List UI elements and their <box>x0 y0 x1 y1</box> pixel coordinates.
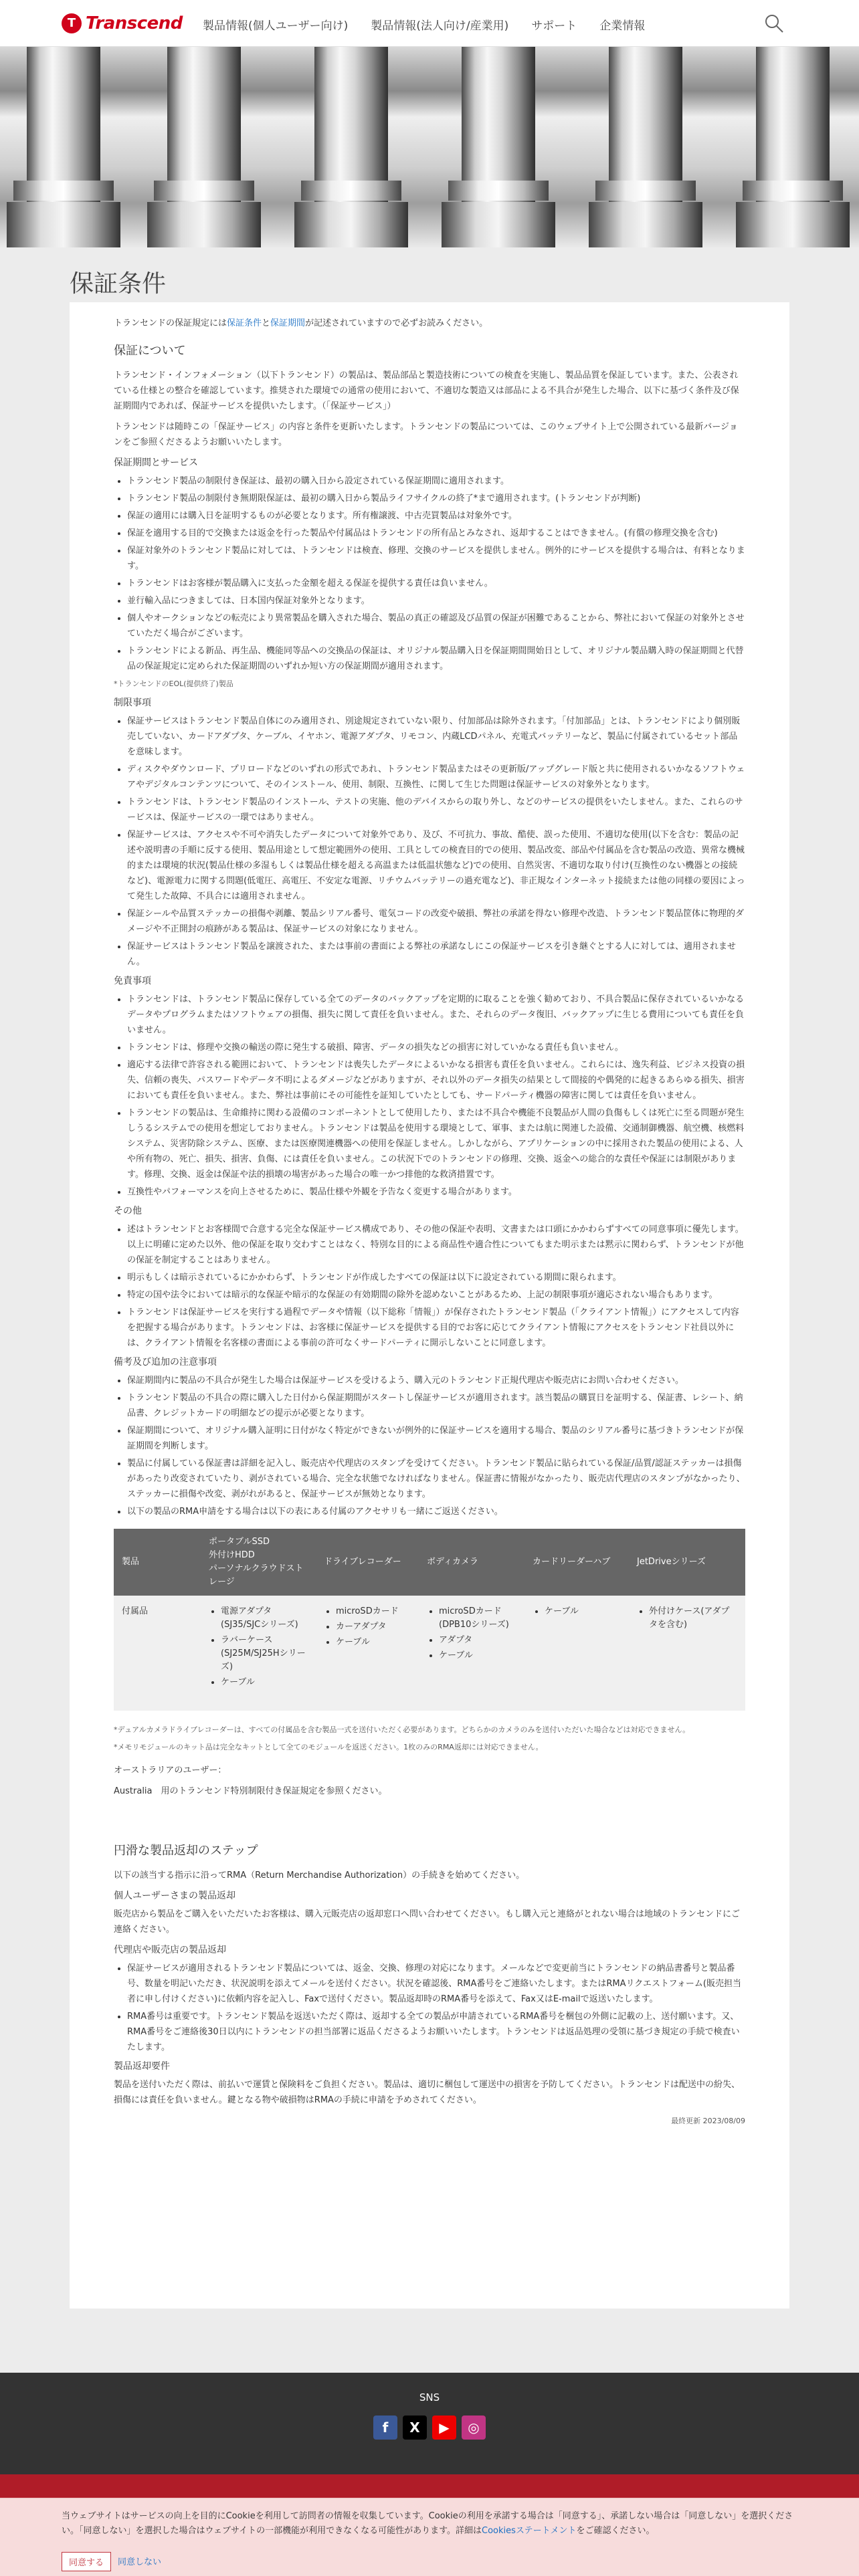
cookie-disagree-link[interactable]: 同意しない <box>118 2557 162 2567</box>
list-item: • 互換性やパフォーマンスを向上させるために、製品仕様や外観を予告なく変更する場合があります。 <box>127 1184 745 1200</box>
x-icon[interactable]: X <box>403 2416 427 2440</box>
section-title-warranty: 保証について <box>114 344 186 358</box>
warranty-paragraph: トランセンドは随時この「保証サービス」の内容と条件を更新いたします。トランセンドの製品については、このウェブサイト上で公開されている最新バージョンをご参照くださるようお願いいたします。 <box>114 422 738 447</box>
list-item: • microSDカード <box>336 1605 411 1618</box>
list-item: • ケーブル <box>336 1636 411 1649</box>
rma-intro: 以下の該当する指示に沿ってRMA（Return Merchandise Authorization）の手続きを始めてください。 <box>114 1870 525 1881</box>
subsection-title-dealer-return: 代理店や販売店の製品返却 <box>114 1945 226 1955</box>
pillar-image <box>736 202 850 247</box>
pillar-image <box>589 202 702 247</box>
list-item: • トランセンドは保証サービスを実行する過程でデータや情報（以下総称「情報」）が保存されたトランセンド製品（「クライアント情報」）にアクセスして内容を把握する場合があります。トランセンドは、お客様に保証サービスを提供する目的でお客に応じてクライアント情報にアクセスをトランセンド社員以外には、クライアント情報を名客様の書面による事前の許可なくサードパーティに開示しないことに同意します。 <box>127 1305 745 1351</box>
dashcam-footnote: *デュアルカメラドライブレコーダーは、すべての付属品を含む製品一式を送付いただく必要があります。どちらかのカメラのみを送付いただいた場合などは対応できません。 <box>114 1725 690 1734</box>
sns-links <box>373 2416 486 2440</box>
intro-text <box>114 316 745 331</box>
accessories-table <box>114 1529 745 1711</box>
list-item: • トランセンドは、トランセンド製品に保存している全てのデータのバックアップを定期的に取ることを強く勧めており、不具合製品に保存されているいかなるデータやプログラムまたはソフトウェアの損傷、損失に関して責任を負いません。また、それらのデータ復旧、バックアップに生じる費用についても責任を負いません。 <box>127 992 745 1038</box>
pillar-image <box>7 202 120 247</box>
subsection-title-limits: 制限事項 <box>114 697 151 708</box>
pillar-image <box>743 181 843 201</box>
subsection-title-notes: 備考及び追加の注意事項 <box>114 1357 217 1368</box>
site-footer <box>0 2373 859 2474</box>
warranty-paragraph: トランセンド・インフォメーション（以下トランセンド）の製品は、製品部品と製造技術についての検査を実施し、製品品質を保証しています。また、公表されている仕様との整合を確認しています。推奨された環境での通常の使用において、不適切な製造又は部品による不具合が発生した場合、以下に基づく条件及び保証期間内であれば、保証サービスを提供いたします。（「保証サービス」） <box>114 370 739 411</box>
warranty-period-link[interactable]: 保証期間 <box>270 318 306 328</box>
table-cell <box>629 1596 745 1711</box>
cookie-statement-link[interactable]: Cookiesステートメント <box>482 2526 577 2536</box>
limits-list <box>127 714 745 970</box>
list-item: • 述はトランセンドとお客様間で合意する完全な保証サービス構成であり、その他の保証や表明、文書または口頭にかかわらずすべての同意事項に優先します。以上に明確に定めた以外、他の保証を取り交わすことはなく、特別な目的による商品性や適合性についてもまた明示または黙示に関わらず、トランセンドが他の保証を制定することはありません。 <box>127 1222 745 1268</box>
logo-text: Transcend <box>86 13 183 33</box>
section-title-rma: 円滑な製品返却のステップ <box>114 1844 258 1858</box>
list-item: • トランセンドの製品は、生命維持に関わる設備のコンポーネントとして使用したり、または不具合や機能不良製品が人間の負傷もしくは死亡に至る問題が発生しうるシステムでの使用を想定しておりません。トランセンドは製品を使用する環境として、軍事、または航に関連した設備、交通制御機器、航空機、核燃料システム、災害防除システム、医療、または医療関連機器への使用を保証しません。しかしながら、アプリケーションの中に採用された製品の使用による、人や所有物の、死亡、損失、損害、負傷、には責任を負いません。この状況下でのトランセンドの修理、交換、返金への総合的な責任や保証には制限があります。修理、交換、返金は保証や法的損壊の場害があった場合の唯一かつ排他的な救済措置です。 <box>127 1105 745 1182</box>
intro-mid: と <box>262 318 271 328</box>
list-item: • 保証対象外のトランセンド製品に対しては、トランセンドは検査、修理、交換のサービスを提供しません。例外的にサービスを提供する場合は、有料となります。 <box>127 543 745 574</box>
list-item: • 保証サービスはトランセンド製品を譲渡された、または事前の書面による弊社の承諾なしにこの保証サービスを引き継ぐとする人に対しては、適用されません。 <box>127 939 745 970</box>
list-item: • 以下の製品のRMA申請をする場合は以下の表にある付属のアクセサリも一緒にご返送ください。 <box>127 1504 745 1519</box>
list-item: • ケーブル <box>545 1605 621 1618</box>
search-icon[interactable] <box>764 13 784 33</box>
table-header-row <box>114 1529 745 1596</box>
list-item: • 保証を適用する目的で交換または返金を行った製品や付属品はトランセンドの所有品とみなされ、返却することはできません。(有償の修理交換を含む) <box>127 526 745 541</box>
list-item: • 保証サービスはトランセンド製品自体にのみ適用され、別途規定されていない限り、付加部品は除外されます。「付加部品」とは、トランセンドにより個別販売していない、カードアダプタ、ケーブル、イヤホン、電源アダプタ、リモコン、内蔵LCDパネル、充電式バッテリーなど、製品に付属されているセット部品を意味します。 <box>127 714 745 760</box>
disclaimer-list <box>127 992 745 1200</box>
warranty-list <box>127 473 745 674</box>
transcend-logo[interactable] <box>62 13 183 33</box>
subsection-title-period: 保証期間とサービス <box>114 457 198 468</box>
nav-item-company[interactable]: 企業情報 <box>599 19 646 33</box>
list-item: • 保証サービスが適用されるトランセンド製品については、返金、交換、修理の対応になります。メールなどで変更前当にトランセンドの納品書番号と製品番号、数量を明記いただき、状況説明を添えてメールを送付ください。状況を確認後、RMA番号をご連絡いたします。またはRMAリクエストフォーム(販売担当者に申し付けください)に依頼内容を記入し、Faxで送付ください。製品返却時のRMA番号を添えて、Fax又はE-mailで返送いたします。 <box>127 1961 745 2007</box>
list-item: • ケーブル <box>221 1676 308 1689</box>
list-item: • 適応する法律で許容される範囲において、トランセンドは喪失したデータによるいかなる損害も責任を負いません。これらには、逸失利益、ビジネス投資の損失、信頼の喪失、パスワードやデータ不明によるダメージなどがありますが、それ以外のデータ損失の結果として間接的や偶発的に起きるあらゆる損失、損害においても責任を負いません。また、弊社は事前にその可能性を証知していたとしても、サードパーティ機器の障害に関しては責任を負いません。 <box>127 1057 745 1103</box>
list-item: • カーアダプタ <box>336 1620 411 1634</box>
instagram-icon[interactable]: ◎ <box>462 2416 486 2440</box>
cookie-text <box>62 2509 797 2539</box>
content-card <box>70 302 789 2309</box>
list-item: • 保証期間内に製品の不具合が発生した場合は保証サービスを受けるよう、購入元のトランセンド正規代理店や販売店にお問い合わせください。 <box>127 1373 745 1388</box>
subsection-title-other: その他 <box>114 1206 142 1216</box>
pillar-image <box>154 181 254 201</box>
list-item: • トランセンドによる新品、再生品、機能同等品への交換品の保証は、オリジナル製品購入日を保証期間開始日として、オリジナル製品購入時の保証期間と代替品の保証規定に定められた保証期間のいずれか短い方の保証期間が適用されます。 <box>127 643 745 674</box>
subsection-title-return-requirements: 製品返却要件 <box>114 2061 170 2072</box>
list-item: • 個人やオークションなどの転売により異常製品を購入された場合、製品の真正の確認及び品質の保証が困難であることから、弊社において保証の対象外とさせていただく場合がございます。 <box>127 611 745 641</box>
notes-list <box>127 1373 745 1519</box>
list-item: • 製品に付属している保証書は詳細を記入し、販売店や代理店のスタンプを受けてください。トランセンド製品に貼られている保証/品質/認証ステッカーは損傷があったり改変されていたり、剥がされている場合、完全な状態でなければなりません。保証書に情報がなかったり、販売店代理店のスタンプがなかったり、ステッカーに損傷や改変、剥がれがあると、保証サービスが無効となります。 <box>127 1456 745 1502</box>
table-cell-label: 付属品 <box>114 1596 201 1711</box>
facebook-icon[interactable]: f <box>373 2416 397 2440</box>
cookie-tail: をご確認ください。 <box>576 2526 655 2536</box>
spacer <box>114 1804 745 1831</box>
table-header: カードリーダーハブ <box>524 1529 629 1596</box>
table-header: 製品 <box>114 1529 201 1596</box>
list-item: • 保証サービスは、アクセスや不可や消失したデータについて対象外であり、及び、不可抗力、事故、酷使、誤った使用、不適切な使用(以下を含む：製品の記述や説明書の手順に反する使用、製品用途として想定範囲外の使用、工具としての検査目的での使用、製品改変、部品や付属品を含む製品の改造、異常な機械的または環境的状況(製品仕様の多湿もしくは製品仕様を超える高温または低温状態など)での使用、自然災害、不適切な取り付け(互換性のない機器との接続など)、電源電力に関する問題(低電圧、高電圧、不安定な電源、リチウムバッテリーの過充電など)、非正規なインターネット接続または他の同様の要因によって発生した故障、不具合には適用されません。 <box>127 827 745 904</box>
hero-banner <box>0 47 859 247</box>
list-item: • 明示もしくは暗示されているにかかわらず、トランセンドが作成したすべての保証は以下に設定されている期間に限られます。 <box>127 1270 745 1285</box>
site-header <box>0 0 859 47</box>
list-item: • トランセンド製品の不具合の際に購入した日付から保証期間がスタートし保証サービスが適用されます。該当製品の購買日を証明する、保証書、レシート、納品書、クレジットカードの明細などの提示が必要となります。 <box>127 1390 745 1421</box>
pillar-image <box>301 181 401 201</box>
list-item: • 外付けケース(アダプタを含む) <box>649 1605 737 1632</box>
list-item: • 並行輸入品につきましては、日本国内保証対象外となります。 <box>127 593 745 609</box>
nav-item-business[interactable]: 製品情報(法人向け/産業用) <box>371 19 509 33</box>
pillar-image <box>448 181 549 201</box>
cookie-agree-button[interactable]: 同意する <box>62 2552 111 2571</box>
nav-item-consumer[interactable]: 製品情報(個人ユーザー向け) <box>203 19 349 33</box>
return-requirements-text: 製品を送付いただく際は、前払いで運賃と保険料をご負担ください。製品は、適切に梱包して運送中の損害を予防してください。トランセンドは配送中の紛失、損傷には責任を負いません。鍵となる物や破損物はRMAの手続に申請を予めされてください。 <box>114 2080 741 2105</box>
list-item: • 保証シールや品質ステッカーの損傷や剥離、製品シリアル番号、電気コードの改変や破損、弊社の承諾を得ない修理や改造、トランセンド製品筐体に物理的ダメージや不正開封の痕跡がある製品は、保証サービスの対象になりません。 <box>127 906 745 937</box>
dealer-return-list <box>127 1961 745 2055</box>
table-row <box>114 1596 745 1711</box>
eol-footnote: *トランセンドのEOL(提供終了)製品 <box>114 679 233 688</box>
subsection-title-disclaimer: 免責事項 <box>114 976 151 986</box>
list-item: • トランセンドは、トランセンド製品のインストール、テストの実施、他のデバイスからの取り外し、などのサービスの提供をいたしません。また、これらのサービスは、保証サービスの一環ではありません。 <box>127 794 745 825</box>
table-cell <box>201 1596 316 1711</box>
subsection-title-personal-return: 個人ユーザーさまの製品返却 <box>114 1891 235 1901</box>
list-item: • 特定の国や法令においては暗示的な保証や暗示的な保証の有効期間の除外を認めないことがあるため、上記の制限事項が適応されない場合もあります。 <box>127 1287 745 1303</box>
list-item: • RMA番号は重要です。トランセンド製品を返送いただく際は、返却する全ての製品が申請されているRMA番号を梱包の外側に記載の上、送付願います。又、RMA番号をご連絡後30日以内にトランセンドの担当部署に返品くださるようお願いいたします。トランセンドは返品処理の受領に基づき規定の手続で検査いたします。 <box>127 2009 745 2055</box>
intro-before: トランセンドの保証規定には <box>114 318 227 328</box>
list-item: • トランセンド製品の制限付き保証は、最初の購入日から設定されている保証期間に適用されます。 <box>127 473 745 489</box>
last-updated: 最終更新 2023/08/09 <box>671 2117 745 2125</box>
pillar-image <box>442 202 555 247</box>
cookie-message: 当ウェブサイトはサービスの向上を目的にCookieを利用して訪問者の情報を収集しています。Cookieの利用を承諾する場合は「同意する」、承諾しない場合は「同意しない」を選択ください。「同意しない」を選択した場合はウェブサイトの一部機能が利用できなくなる可能性があります。詳細は <box>62 2511 793 2536</box>
pillar-image <box>294 202 408 247</box>
personal-return-text: 販売店から製品をご購入をいただいたお客様は、購入元販売店の返却窓口へ問い合わせてください。もし購入元と連絡がとれない場合は地域のトランセンドにご連絡ください。 <box>114 1909 741 1935</box>
logo-mark: T <box>62 13 82 33</box>
pillar-image <box>13 181 114 201</box>
pillar-image <box>595 181 696 201</box>
table-cell <box>419 1596 524 1711</box>
table-cell <box>316 1596 419 1711</box>
intro-after: が記述されていますので必ずお読みください。 <box>305 318 488 328</box>
list-item: • ケーブル <box>439 1649 516 1662</box>
table-header: ドライブレコーダー <box>316 1529 419 1596</box>
australia-link[interactable]: Australia 用のトランセンド特別制限付き保証規定を参照ください。 <box>114 1786 387 1796</box>
youtube-icon[interactable]: ▶ <box>432 2416 456 2440</box>
page-title: 保証条件 <box>70 270 167 298</box>
list-item: • microSDカード(DPB10シリーズ) <box>439 1605 516 1632</box>
table-header: ポータブルSSD 外付けHDD パーソナルクラウドストレージ <box>201 1529 316 1596</box>
warranty-terms-link[interactable]: 保証条件 <box>227 318 262 328</box>
list-item: • 保証の適用には購入日を証明するものが必要となります。所有権譲渡、中古売買製品は対象外です。 <box>127 508 745 524</box>
content-body <box>114 316 745 2134</box>
main-nav <box>203 16 645 33</box>
list-item: • 電源アダプタ(SJ35/SJCシリーズ) <box>221 1605 308 1632</box>
australia-label: オーストラリアのユーザー： <box>114 1765 227 1776</box>
list-item: • ディスクやダウンロード、プリロードなどのいずれの形式であれ、トランセンド製品またはその更新版/アップグレード版と共に使用されるいかなるソフトウェアやデジタルコンテンツについて、そのインストール、使用、制限、互換性、に関して生じた問題は保証サービスの対象外となります。 <box>127 762 745 792</box>
nav-item-support[interactable]: サポート <box>531 19 577 33</box>
table-header: ボディカメラ <box>419 1529 524 1596</box>
sns-title: SNS <box>419 2391 440 2403</box>
pillar-image <box>147 202 261 247</box>
table-cell <box>524 1596 629 1711</box>
list-item: • トランセンドは、修理や交換の輸送の際に発生する破損、障害、データの損失などの損害に対していかなる責任も負いません。 <box>127 1040 745 1055</box>
list-item: • 保証期間について、オリジナル購入証明に日付がなく特定ができないが例外的に保証サービスを適用する場合、製品のシリアル番号に基づきトランセンドが保証期間を判断します。 <box>127 1423 745 1454</box>
other-list <box>127 1222 745 1351</box>
cookie-banner <box>0 2498 859 2576</box>
list-item: • アダプタ <box>439 1634 516 1647</box>
list-item: • トランセンドはお客様が製品購入に支払った金額を超える保証を提供する責任は負いません。 <box>127 576 745 591</box>
memory-kit-footnote: *メモリモジュールのキット品は完全なキットとして全てのモジュールを返送ください。1枚のみのRMA返却には対応できません。 <box>114 1743 543 1751</box>
list-item: • トランセンド製品の制限付き無期限保証は、最初の購入日から製品ライフサイクルの終了*まで適用されます。(トランセンドが判断) <box>127 491 745 506</box>
table-header: JetDriveシリーズ <box>629 1529 745 1596</box>
list-item: • ラバーケース(SJ25M/SJ25Hシリーズ) <box>221 1634 308 1674</box>
